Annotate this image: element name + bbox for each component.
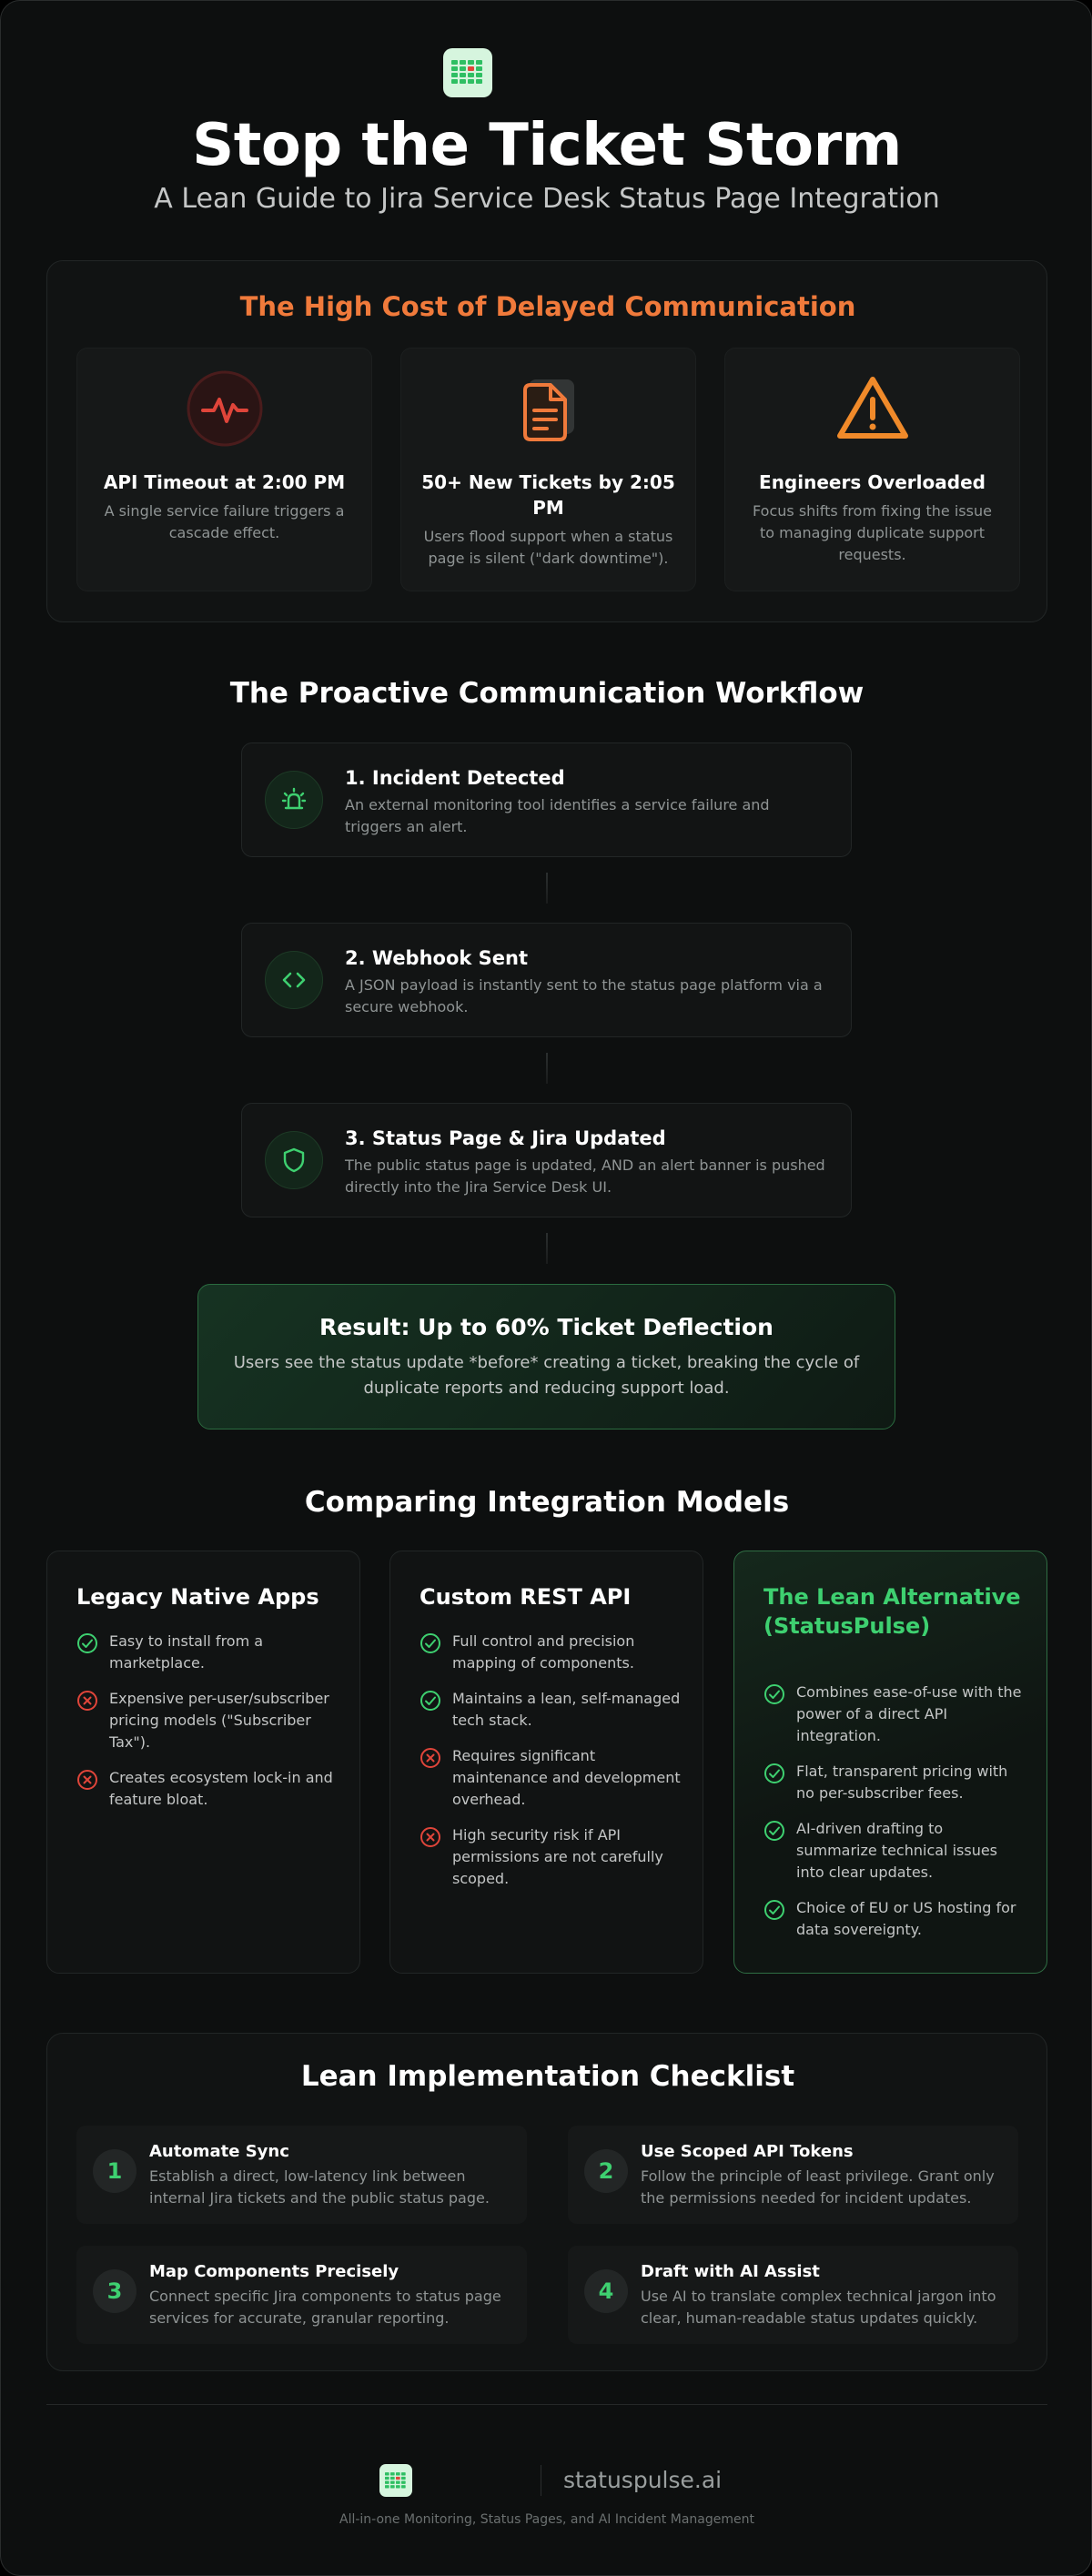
shield-icon [265, 1131, 323, 1189]
checklist-item [568, 2246, 1018, 2344]
footer-tagline: All-in-one Monitoring, Status Pages, and AI Incident Management [339, 2512, 754, 2527]
step-number: 4 [584, 2269, 628, 2313]
list-item-text: AI-driven drafting to summarize technical issues into clear updates. [796, 1820, 998, 1881]
compare-card-custom-api [389, 1551, 703, 1974]
checklist-item-desc: Use AI to translate complex technical jargon into clear, human-readable status updates quickly. [641, 2288, 996, 2327]
workflow-step-desc: A JSON payload is instantly sent to the status page platform via a secure webhook. [345, 976, 823, 1015]
list-item [76, 1767, 339, 1811]
cost-card-title: 50+ New Tickets by 2:05 PM [421, 471, 675, 519]
check-circle-icon [763, 1683, 785, 1705]
checklist-item-desc: Connect specific Jira components to status page services for accurate, granular reporting. [149, 2288, 501, 2327]
checklist-item-desc: Follow the principle of least privilege. Grant only the permissions needed for incident updates. [641, 2167, 995, 2207]
list-item-text: High security risk if API permissions are not carefully scoped. [452, 1826, 663, 1887]
list-item-text: Easy to install from a marketplace. [109, 1632, 264, 1672]
cost-card [400, 348, 696, 591]
list-item-text: Maintains a lean, self-managed tech stack. [452, 1690, 681, 1729]
cost-section-title: The High Cost of Delayed Communication [239, 291, 856, 322]
check-circle-icon [763, 1899, 785, 1921]
cost-section [46, 260, 1047, 622]
workflow-step-title: 1. Incident Detected [345, 767, 565, 789]
step-number: 1 [93, 2149, 136, 2193]
siren-alarm-icon [265, 771, 323, 829]
cost-card-desc: A single service failure triggers a cascade effect. [104, 502, 345, 541]
compare-card-title: Legacy Native Apps [76, 1584, 319, 1610]
page-subtitle: A Lean Guide to Jira Service Desk Status Page Integration [154, 183, 940, 215]
result-desc: Users see the status update *before* creating a ticket, breaking the cycle of duplicate reports and reducing support load. [233, 1353, 860, 1398]
checklist-item-title: Automate Sync [149, 2142, 289, 2161]
list-item-text: Combines ease-of-use with the power of a direct API integration. [796, 1683, 1022, 1744]
x-circle-icon [76, 1769, 98, 1791]
footer-divider [46, 2404, 1047, 2405]
checklist-title: Lean Implementation Checklist [300, 2060, 795, 2093]
checklist-item [76, 2246, 527, 2344]
list-item-text: Requires significant maintenance and development overhead. [452, 1747, 681, 1808]
checklist-item-title: Draft with AI Assist [641, 2262, 820, 2281]
check-circle-icon [763, 1763, 785, 1784]
checklist-item [76, 2126, 527, 2224]
list-item [76, 1631, 339, 1674]
list-item [763, 1761, 1026, 1804]
result-box [197, 1284, 895, 1429]
cost-card [76, 348, 372, 591]
compare-card-statuspulse [733, 1551, 1047, 1974]
cost-card-title: Engineers Overloaded [759, 471, 986, 493]
workflow-step-title: 3. Status Page & Jira Updated [345, 1127, 666, 1149]
list-item-text: Choice of EU or US hosting for data sovereignty. [796, 1899, 1016, 1938]
check-circle-icon [76, 1632, 98, 1654]
documents-stack-icon [401, 369, 695, 449]
workflow-connector [546, 1233, 548, 1264]
footer-logo-icon [379, 2464, 412, 2497]
check-circle-icon [763, 1820, 785, 1842]
x-circle-icon [76, 1690, 98, 1712]
list-item [420, 1631, 682, 1674]
compare-title: Comparing Integration Models [304, 1486, 790, 1519]
check-circle-icon [420, 1690, 441, 1712]
list-item-text: Full control and precision mapping of components. [452, 1632, 635, 1672]
list-item [763, 1897, 1026, 1941]
code-brackets-icon [265, 951, 323, 1009]
workflow-step [241, 923, 852, 1037]
list-item [76, 1688, 339, 1753]
compare-card-title: Custom REST API [420, 1584, 632, 1610]
warning-triangle-icon [725, 369, 1019, 449]
checklist-item-title: Use Scoped API Tokens [641, 2142, 854, 2161]
list-item-text: Creates ecosystem lock-in and feature bloat. [109, 1769, 333, 1808]
statuspulse-logo-icon [443, 48, 492, 97]
workflow-step-title: 2. Webhook Sent [345, 947, 529, 969]
workflow-step [241, 742, 852, 857]
compare-card-legacy [46, 1551, 360, 1974]
cost-card-desc: Users flood support when a status page is silent ("dark downtime"). [423, 528, 673, 567]
list-item [420, 1745, 682, 1811]
checklist-item [568, 2126, 1018, 2224]
list-item [763, 1818, 1026, 1884]
checklist-item-title: Map Components Precisely [149, 2262, 399, 2281]
list-item [420, 1824, 682, 1890]
workflow-connector [546, 873, 548, 904]
workflow-title: The Proactive Communication Workflow [229, 677, 864, 710]
footer-site-link[interactable]: statuspulse.ai [563, 2467, 723, 2493]
heartbeat-pulse-icon [77, 369, 371, 449]
list-item-text: Flat, transparent pricing with no per-subscriber fees. [796, 1763, 1008, 1802]
result-title: Result: Up to 60% Ticket Deflection [319, 1314, 774, 1340]
checklist-item-desc: Establish a direct, low-latency link between internal Jira tickets and the public status page. [149, 2167, 490, 2207]
check-circle-icon [420, 1632, 441, 1654]
list-item [420, 1688, 682, 1732]
checklist-section [46, 2033, 1047, 2371]
workflow-step-desc: An external monitoring tool identifies a service failure and triggers an alert. [345, 796, 770, 835]
workflow-step-desc: The public status page is updated, AND an alert banner is pushed directly into the Jira Service Desk UI. [345, 1157, 825, 1196]
workflow-step [241, 1103, 852, 1217]
list-item-text: Expensive per-user/subscriber pricing models ("Subscriber Tax"). [109, 1690, 329, 1751]
x-circle-icon [420, 1747, 441, 1769]
step-number: 2 [584, 2149, 628, 2193]
cost-card [724, 348, 1020, 591]
cost-card-title: API Timeout at 2:00 PM [103, 471, 346, 493]
page-title: Stop the Ticket Storm [192, 112, 902, 179]
list-item [763, 1682, 1026, 1747]
compare-card-title: The Lean Alternative (StatusPulse) [763, 1584, 1021, 1639]
x-circle-icon [420, 1826, 441, 1848]
workflow-connector [546, 1053, 548, 1084]
step-number: 3 [93, 2269, 136, 2313]
cost-card-desc: Focus shifts from fixing the issue to managing duplicate support requests. [753, 502, 992, 563]
